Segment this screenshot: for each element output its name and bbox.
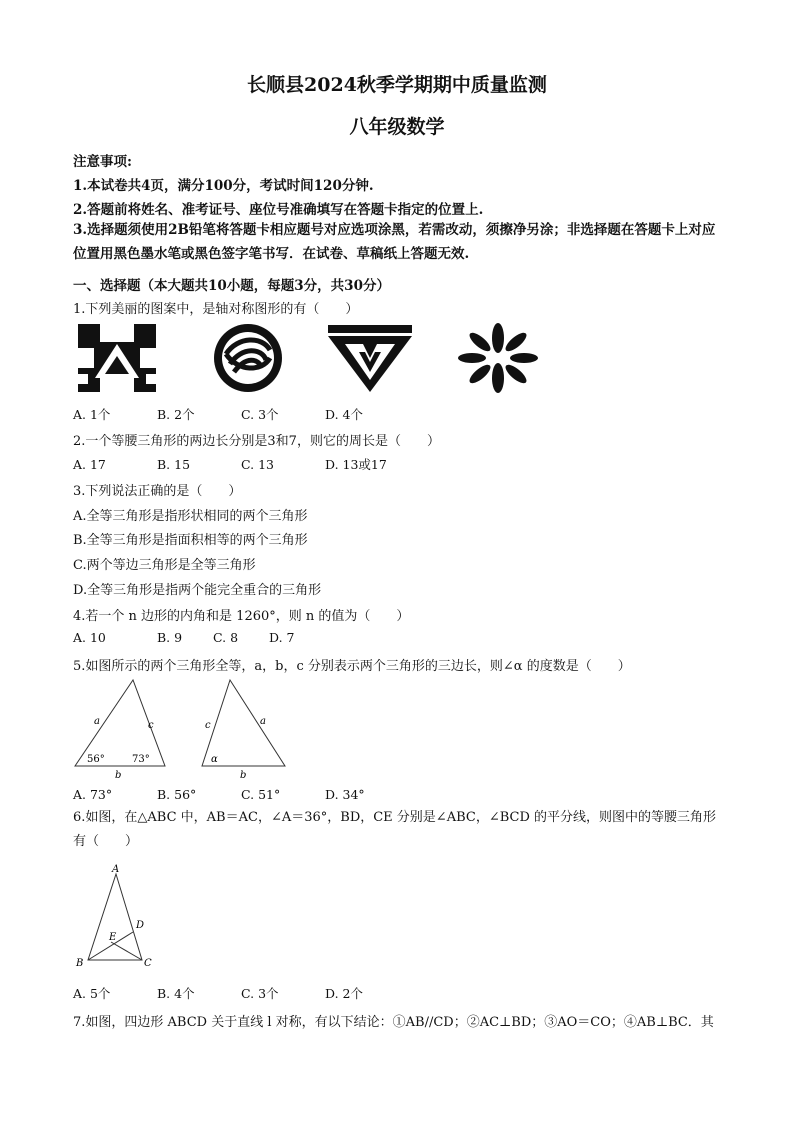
exam-subtitle: 八年级数学: [349, 116, 445, 138]
pattern-2-icon: [214, 324, 282, 392]
question-1-options: [73, 405, 363, 423]
t2-side-a: a: [260, 716, 266, 727]
question-4-options: [73, 630, 294, 645]
question-5-figure: [70, 676, 300, 786]
option-b[interactable]: B. 9: [157, 630, 183, 645]
question-5-stem: 5.如图所示的两个三角形全等，a，b，c 分别表示两个三角形的三边长，则∠α 的度数是（ ）: [73, 659, 631, 674]
question-6-options: [73, 984, 363, 1002]
t1-side-c: c: [148, 720, 154, 731]
notice-heading: 注意事项:: [73, 154, 132, 170]
option-a[interactable]: A. 17: [73, 457, 106, 472]
t1-angle-73: 73°: [132, 754, 150, 765]
option-a[interactable]: A. 1个: [73, 407, 111, 422]
option-a[interactable]: A. 10: [73, 630, 106, 645]
question-6-stem: 6.如图，在△ABC 中，AB＝AC，∠A＝36°，BD，CE 分别是∠ABC，∠BCD 的平分线，则图中的等腰三角形有（ ）: [73, 810, 717, 849]
notice-item-1: 1.本试卷共4页，满分100分，考试时间120分钟.: [73, 178, 374, 194]
label-D: D: [136, 920, 145, 931]
pattern-4-icon: [458, 323, 538, 393]
option-c[interactable]: C. 8: [213, 630, 239, 645]
t2-angle-alpha: α: [211, 754, 218, 765]
option-b[interactable]: B. 15: [157, 457, 191, 472]
label-A: A: [112, 864, 120, 875]
label-E: E: [109, 932, 117, 943]
option-c[interactable]: C. 51°: [241, 787, 281, 802]
triangle-2: [202, 680, 285, 781]
notice-item-3: 3.选择题须使用2B铅笔将答题卡相应题号对应选项涂黑，若需改动，须擦净另涂；非选择题在答题卡上对应位置用黑色墨水笔或黑色签字笔书写．在试卷、草稿纸上答题无效.: [73, 222, 716, 262]
question-3-stem: 3.下列说法正确的是（ ）: [73, 484, 242, 499]
option-d[interactable]: D. 34°: [325, 787, 365, 802]
question-7-stem: 7.如图，四边形 ABCD 关于直线 l 对称，有以下结论：①AB//CD；②AC⊥BD；③AO＝CO；④AB⊥BC．其: [73, 1015, 714, 1030]
question-5-options: [73, 787, 365, 802]
pattern-3-icon: [328, 325, 412, 392]
option-a[interactable]: A.全等三角形是指形状相同的两个三角形: [73, 509, 308, 524]
t1-side-a: a: [94, 716, 100, 727]
exam-title: 长顺县2024秋季学期期中质量监测: [247, 74, 547, 96]
t2-side-c: c: [205, 720, 211, 731]
option-c[interactable]: C. 13: [241, 457, 274, 472]
option-a[interactable]: A. 5个: [73, 986, 111, 1001]
pattern-1-icon: [78, 324, 156, 392]
question-2-stem: 2.一个等腰三角形的两边长分别是3和7，则它的周长是（ ）: [73, 434, 440, 449]
t1-side-b: b: [115, 770, 122, 781]
option-b[interactable]: B. 56°: [157, 787, 197, 802]
question-6-figure: [72, 862, 162, 976]
t2-side-b: b: [240, 770, 247, 781]
option-c[interactable]: C.两个等边三角形是全等三角形: [73, 558, 256, 573]
triangle-1: [75, 680, 165, 781]
option-d[interactable]: D. 7: [269, 630, 295, 645]
option-a[interactable]: A. 73°: [73, 787, 113, 802]
t1-angle-56: 56°: [87, 754, 105, 765]
notice-item-2: 2.答题前将姓名、准考证号、座位号准确填写在答题卡指定的位置上.: [73, 202, 484, 218]
option-c[interactable]: C. 3个: [241, 986, 279, 1001]
option-c[interactable]: C. 3个: [241, 407, 279, 422]
label-B: B: [76, 958, 84, 969]
option-d[interactable]: D. 4个: [325, 407, 363, 422]
option-d[interactable]: D. 2个: [325, 986, 363, 1001]
question-2-options: [73, 455, 387, 473]
option-d[interactable]: D. 13或17: [325, 457, 387, 472]
section-heading: 一、选择题（本大题共10小题，每题3分，共30分）: [73, 278, 390, 294]
question-4-stem: 4.若一个 n 边形的内角和是 1260°，则 n 的值为（ ）: [73, 609, 410, 624]
option-b[interactable]: B.全等三角形是指面积相等的两个三角形: [73, 533, 308, 548]
question-1-stem: 1.下列美丽的图案中，是轴对称图形的有（ ）: [73, 302, 359, 317]
option-b[interactable]: B. 4个: [157, 986, 195, 1001]
question-1-figures: [73, 322, 553, 398]
option-d[interactable]: D.全等三角形是指两个能完全重合的三角形: [73, 583, 322, 598]
option-b[interactable]: B. 2个: [157, 407, 195, 422]
label-C: C: [144, 958, 152, 969]
